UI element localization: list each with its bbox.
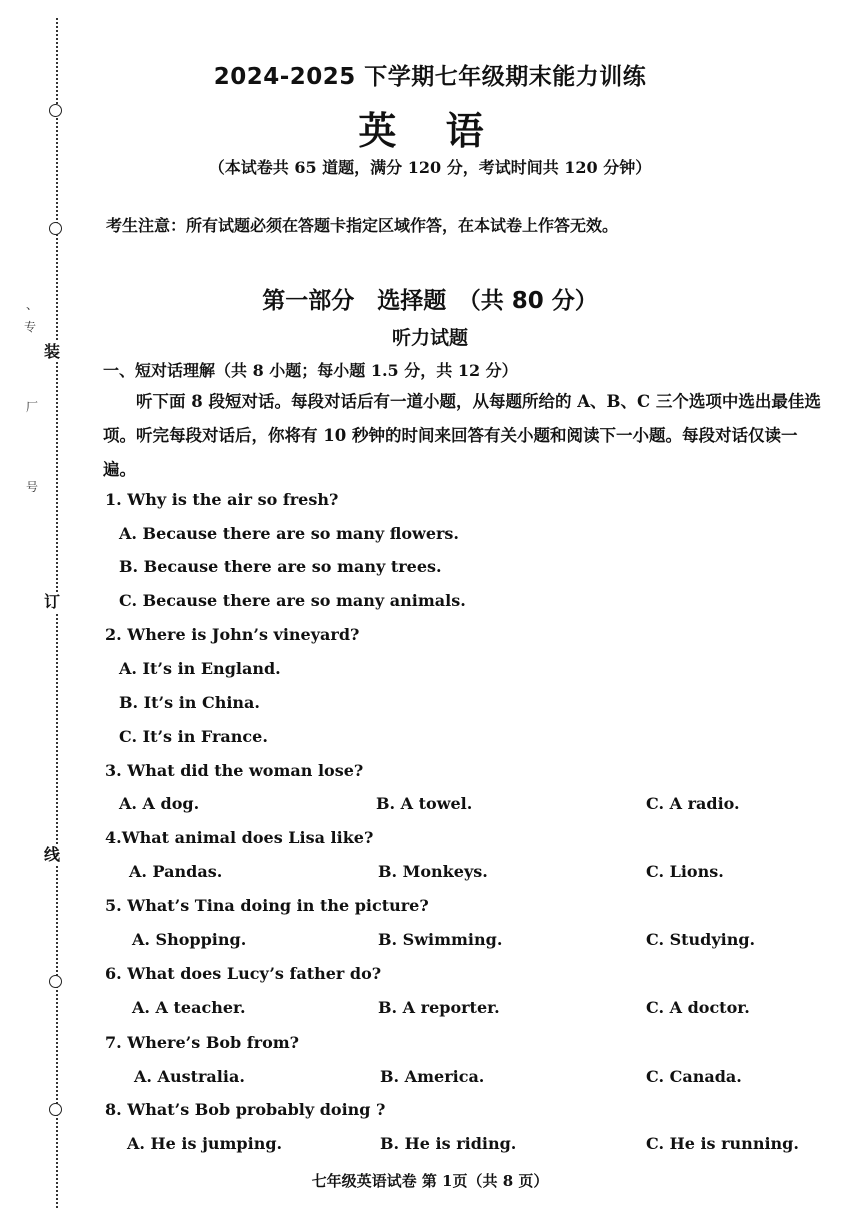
question-stem: 7. Where’s Bob from?	[105, 1033, 300, 1052]
binding-mark: 厂	[26, 400, 39, 414]
option-a: A. Shopping.	[132, 930, 247, 949]
page-footer: 七年级英语试卷 第 1页（共 8 页）	[311, 1172, 549, 1190]
option-a: A. He is jumping.	[127, 1134, 283, 1153]
question-stem: 8. What’s Bob probably doing ?	[105, 1100, 386, 1119]
option-c: C. It’s in France.	[119, 727, 268, 746]
section-instructions: 听下面 8 段短对话。每段对话后有一道小题，从每题所给的 A、B、C 三个选项中选出最佳选项。听完每段对话后，你将有 10 秒钟的时间来回答有关小题和阅读下一小题。每段对话仅读一遍。	[103, 392, 821, 479]
option-c: C. Because there are so many animals.	[119, 591, 466, 610]
question-stem: 2. Where is John’s vineyard?	[105, 625, 360, 644]
subject-title: 英 语	[358, 109, 502, 153]
binding-mark: 号	[26, 480, 39, 494]
part-title: 第一部分 选择题 （共 80 分）	[262, 288, 598, 314]
exam-info: （本试卷共 65 道题，满分 120 分，考试时间共 120 分钟）	[208, 158, 652, 177]
option-a: A. It’s in England.	[119, 659, 281, 678]
option-b: B. Swimming.	[378, 930, 503, 949]
option-a: A. A dog.	[119, 794, 200, 813]
option-c: C. Canada.	[646, 1067, 742, 1086]
option-a: A. Because there are so many flowers.	[119, 524, 459, 543]
binding-mark: 、	[26, 298, 39, 312]
binding-mark: 专	[24, 320, 37, 334]
option-b: B. Monkeys.	[378, 862, 488, 881]
option-a: A. Australia.	[134, 1067, 245, 1086]
question-stem: 4.What animal does Lisa like?	[105, 828, 374, 847]
option-b: B. Because there are so many trees.	[119, 557, 442, 576]
binding-dotted-line	[56, 18, 58, 1208]
option-b: B. A reporter.	[378, 998, 500, 1017]
option-b: B. A towel.	[376, 794, 473, 813]
option-c: C. A doctor.	[646, 998, 750, 1017]
option-c: C. Lions.	[646, 862, 724, 881]
binding-hole-icon	[49, 222, 62, 235]
option-b: B. America.	[380, 1067, 485, 1086]
option-c: C. Studying.	[646, 930, 756, 949]
section-heading: 一、短对话理解（共 8 小题；每小题 1.5 分，共 12 分）	[103, 361, 518, 380]
option-c: C. He is running.	[646, 1134, 799, 1153]
binding-char-xian: 线	[44, 845, 61, 864]
question-stem: 6. What does Lucy’s father do?	[105, 964, 382, 983]
candidate-notice: 考生注意：所有试题必须在答题卡指定区域作答，在本试卷上作答无效。	[106, 216, 619, 235]
listening-subtitle: 听力试题	[391, 327, 468, 349]
binding-char-ding: 订	[44, 592, 61, 611]
question-stem: 3. What did the woman lose?	[105, 761, 364, 780]
exam-title: 2024-2025 下学期七年级期末能力训练	[213, 64, 647, 90]
option-c: C. A radio.	[646, 794, 740, 813]
binding-char-zhuang: 装	[44, 342, 61, 361]
binding-hole-icon	[49, 975, 62, 988]
question-stem: 1. Why is the air so fresh?	[105, 490, 339, 509]
option-a: A. A teacher.	[132, 998, 246, 1017]
option-b: B. He is riding.	[380, 1134, 517, 1153]
question-stem: 5. What’s Tina doing in the picture?	[105, 896, 429, 915]
option-a: A. Pandas.	[129, 862, 223, 881]
binding-hole-icon	[49, 1103, 62, 1116]
option-b: B. It’s in China.	[119, 693, 260, 712]
